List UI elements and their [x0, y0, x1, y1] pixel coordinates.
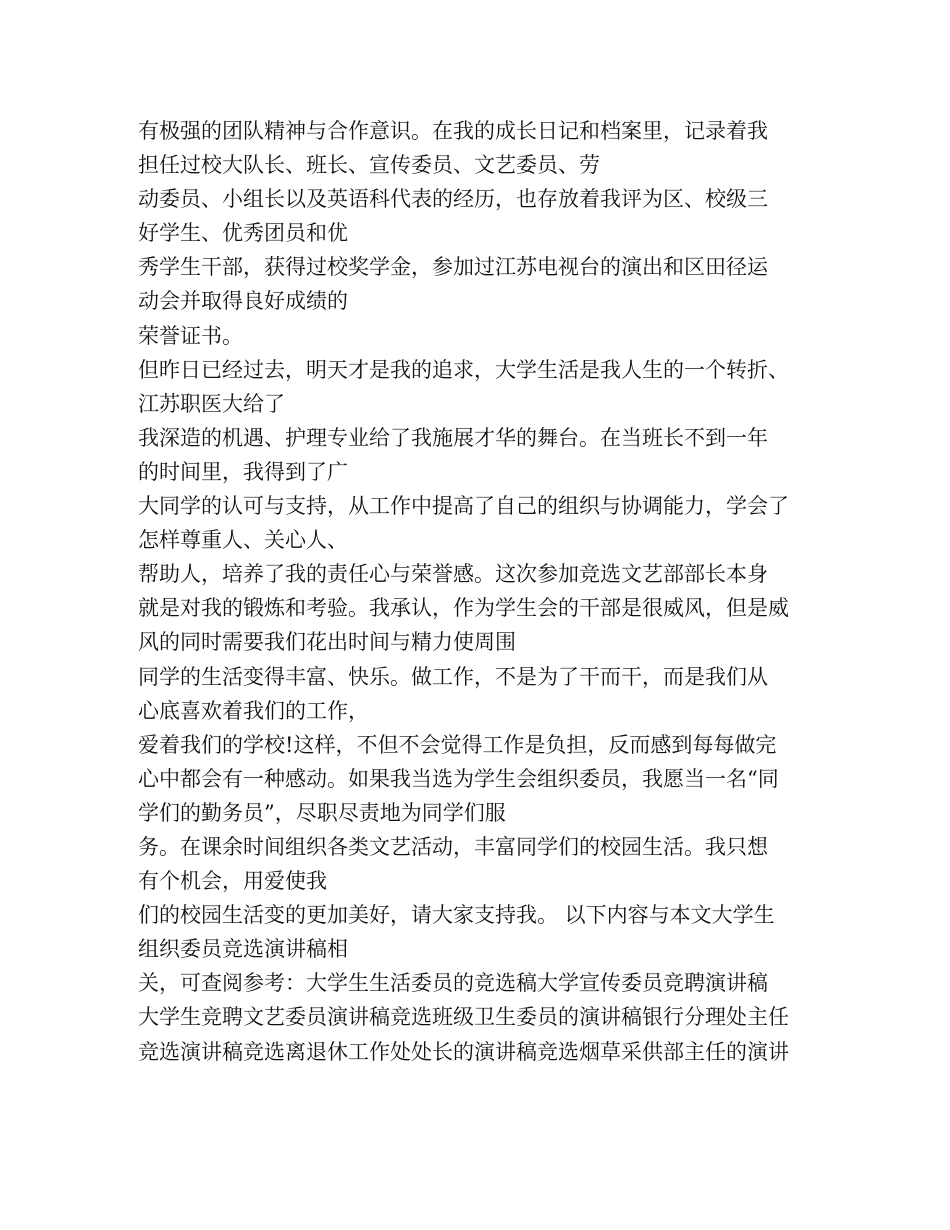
text-line: 组织委员竞选演讲稿相 — [138, 937, 348, 962]
text-line: 担任过校大队长、班长、宣传委员、文艺委员、劳 — [138, 153, 600, 178]
text-line: 务。在课余时间组织各类文艺活动，丰富同学们的校园生活。我只想 — [138, 834, 768, 859]
text-line: 有个机会，用爱使我 — [138, 869, 327, 894]
document-body-text — [138, 114, 838, 1069]
text-line: 学们的勤务员”，尽职尽责地为同学们服 — [138, 800, 506, 825]
text-line: 大同学的认可与支持，从工作中提高了自己的组织与协调能力，学会了 — [138, 494, 789, 519]
text-line: 的时间里，我得到了广 — [138, 459, 348, 484]
text-line: 心中都会有一种感动。如果我当选为学生会组织委员，我愿当一名“同 — [138, 766, 779, 791]
text-line: 风的同时需要我们花出时间与精力使周围 — [138, 630, 516, 655]
text-line: 秀学生干部，获得过校奖学金，参加过江苏电视台的演出和区田径运 — [138, 255, 768, 280]
text-line: 就是对我的锻炼和考验。我承认，作为学生会的干部是很威风，但是威 — [138, 596, 789, 621]
text-line: 但昨日已经过去，明天才是我的追求，大学生活是我人生的一个转折、 — [138, 357, 789, 382]
text-line: 帮助人，培养了我的责任心与荣誉感。这次参加竞选文艺部部长本身 — [138, 562, 768, 587]
text-line: 动会并取得良好成绩的 — [138, 289, 348, 314]
text-line: 怎样尊重人、关心人、 — [138, 528, 348, 553]
text-line: 同学的生活变得丰富、快乐。做工作，不是为了干而干，而是我们从 — [138, 664, 768, 689]
text-line: 竞选演讲稿竞选离退休工作处处长的演讲稿竞选烟草采供部主任的演讲 — [138, 1039, 789, 1064]
text-line: 荣誉证书。 — [138, 323, 243, 348]
text-line: 心底喜欢着我们的工作， — [138, 698, 369, 723]
text-line: 动委员、小组长以及英语科代表的经历，也存放着我评为区、校级三 — [138, 187, 768, 212]
text-line: 有极强的团队精神与合作意识。在我的成长日记和档案里，记录着我 — [138, 119, 768, 143]
text-line: 爱着我们的学校!这样，不但不会觉得工作是负担，反而感到每每做完 — [138, 732, 777, 757]
text-line: 好学生、优秀团员和优 — [138, 221, 348, 246]
text-line: 大学生竞聘文艺委员演讲稿竞选班级卫生委员的演讲稿银行分理处主任 — [138, 1005, 789, 1030]
text-line: 关，可查阅参考：大学生生活委员的竞选稿大学宣传委员竞聘演讲稿 — [138, 971, 768, 996]
text-line: 们的校园生活变的更加美好，请大家支持我。 以下内容与本文大学生 — [138, 903, 775, 928]
text-line: 江苏职医大给了 — [138, 391, 285, 416]
text-line: 我深造的机遇、护理专业给了我施展才华的舞台。在当班长不到一年 — [138, 425, 768, 450]
